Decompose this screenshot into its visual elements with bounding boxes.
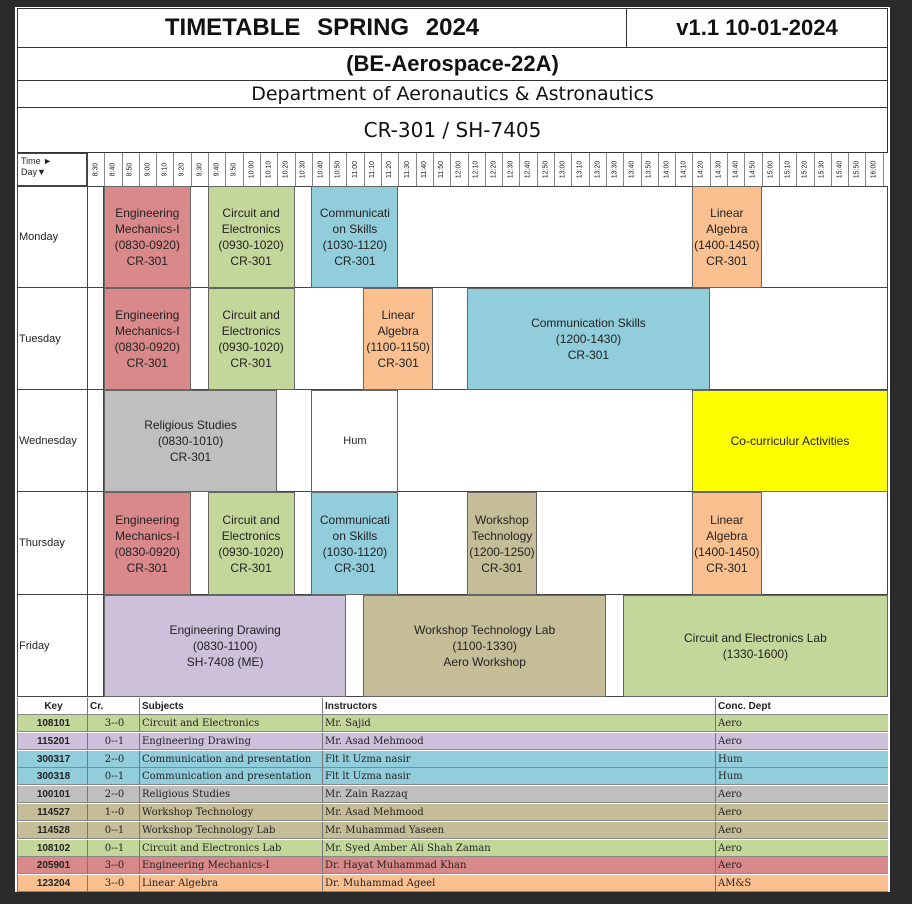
time-slot-label bbox=[468, 153, 486, 186]
time-slot-text: 11:50 bbox=[438, 161, 446, 178]
time-slot-label bbox=[831, 153, 849, 186]
key-cell-subject: Linear Algebra bbox=[139, 875, 322, 892]
key-cell-instructor: Mr. Zain Razzaq bbox=[322, 786, 715, 803]
time-slot-text: 14:20 bbox=[697, 160, 705, 179]
time-slot-label bbox=[87, 153, 105, 186]
key-cell-dept: Aero bbox=[715, 840, 888, 857]
key-cell-dept: Aero bbox=[715, 733, 888, 750]
time-slot-label bbox=[658, 153, 676, 186]
class-block[interactable]: Engineering Mechanics-I (0830-0920) CR-301 bbox=[104, 492, 191, 595]
time-slot-text: 13:30 bbox=[611, 160, 619, 179]
time-slot-text: 12:20 bbox=[490, 160, 498, 179]
time-slot-text: 12:30 bbox=[507, 160, 515, 179]
time-slot-label bbox=[727, 153, 745, 186]
key-header-cr: Cr. bbox=[87, 698, 139, 715]
key-table-row bbox=[17, 751, 888, 768]
class-block[interactable]: Workshop Technology Lab (1100-1330) Aero Workshop bbox=[363, 595, 606, 697]
key-table-row bbox=[17, 857, 888, 874]
time-slot-text: 13:20 bbox=[593, 160, 601, 179]
class-block[interactable]: Engineering Mechanics-I (0830-0920) CR-301 bbox=[104, 288, 191, 390]
time-slot-text: 12:50 bbox=[541, 160, 549, 179]
key-cell-dept: Aero bbox=[715, 822, 888, 839]
time-slot-text: 9:10 bbox=[161, 162, 169, 177]
time-slot-text: 11:40 bbox=[420, 161, 428, 178]
key-cell-instructor: Mr. Muhammad Yaseen bbox=[322, 822, 715, 839]
time-slot-label bbox=[710, 153, 728, 186]
time-slot-text: 12:00 bbox=[455, 160, 463, 179]
time-slot-text: 13:10 bbox=[576, 160, 584, 179]
day-label-thursday: Thursday bbox=[17, 492, 87, 595]
time-slot-text: 13:40 bbox=[628, 160, 636, 179]
time-slot-label bbox=[866, 153, 884, 186]
time-slot-label bbox=[174, 153, 192, 186]
key-cell-subject: Communication and presentation bbox=[139, 751, 322, 768]
time-slot-label bbox=[191, 153, 209, 186]
time-slot-text: 16:00 bbox=[870, 160, 878, 179]
day-label-tuesday: Tuesday bbox=[17, 288, 87, 390]
key-cell-key: 108101 bbox=[17, 715, 87, 732]
version-label: v1.1 10-01-2024 bbox=[626, 8, 888, 48]
key-cell-key: 100101 bbox=[17, 786, 87, 803]
key-cell-key: 114528 bbox=[17, 822, 87, 839]
time-slot-label bbox=[139, 153, 157, 186]
time-slot-label bbox=[364, 153, 382, 186]
department-name: Department of Aeronautics & Astronautics bbox=[17, 80, 888, 108]
time-slot-text: 15:50 bbox=[853, 160, 861, 179]
time-slot-label bbox=[260, 153, 278, 186]
key-cell-instructor: Mr. Asad Mehmood bbox=[322, 733, 715, 750]
time-slot-text: 8:50 bbox=[126, 162, 134, 177]
time-slot-text: 14:00 bbox=[663, 160, 671, 179]
key-cell-dept: Aero bbox=[715, 804, 888, 821]
key-cell-dept: Aero bbox=[715, 786, 888, 803]
time-slot-text: 9:00 bbox=[144, 162, 152, 177]
key-cell-cr: 0--1 bbox=[87, 840, 139, 857]
class-block[interactable]: Religious Studies (0830-1010) CR-301 bbox=[104, 390, 278, 492]
time-slot-text: 13:00 bbox=[559, 160, 567, 179]
key-cell-subject: Engineering Mechanics-I bbox=[139, 857, 322, 874]
time-slot-label bbox=[277, 153, 295, 186]
page-title: TIMETABLE SPRING 2024 bbox=[17, 8, 627, 48]
class-block[interactable]: Communication Skills (1200-1430) CR-301 bbox=[467, 288, 710, 390]
class-block[interactable]: Workshop Technology (1200-1250) CR-301 bbox=[467, 492, 537, 595]
key-cell-cr: 0--1 bbox=[87, 768, 139, 785]
class-block[interactable]: Circuit and Electronics (0930-1020) CR-301 bbox=[208, 186, 295, 288]
time-slot-text: 14:50 bbox=[749, 160, 757, 179]
time-slot-label bbox=[295, 153, 313, 186]
time-slot-label bbox=[485, 153, 503, 186]
time-slot-label bbox=[571, 153, 589, 186]
time-slot-label bbox=[450, 153, 468, 186]
time-slot-label bbox=[208, 153, 226, 186]
time-slot-text: 10:30 bbox=[299, 160, 307, 179]
time-slot-text: 9:30 bbox=[195, 162, 203, 177]
key-cell-instructor: Dr. Muhammad Ageel bbox=[322, 875, 715, 892]
key-header-dept: Conc. Dept bbox=[715, 698, 888, 715]
time-slot-label bbox=[329, 153, 347, 186]
time-slot-label bbox=[796, 153, 814, 186]
time-slot-text: 10:00 bbox=[247, 160, 255, 179]
class-block[interactable]: Communicati on Skills (1030-1120) CR-301 bbox=[311, 492, 398, 595]
key-cell-key: 300318 bbox=[17, 768, 87, 785]
key-cell-cr: 1--0 bbox=[87, 804, 139, 821]
day-label-wednesday: Wednesday bbox=[17, 390, 87, 492]
time-slot-text: 8:40 bbox=[109, 162, 117, 177]
key-table-row bbox=[17, 733, 888, 750]
time-slot-text: 11:00 bbox=[351, 161, 359, 178]
time-slot-label bbox=[693, 153, 711, 186]
time-slot-label bbox=[554, 153, 572, 186]
time-slot-text: 10:20 bbox=[282, 160, 290, 179]
key-cell-key: 300317 bbox=[17, 751, 87, 768]
time-slot-text: 14:30 bbox=[714, 160, 722, 179]
time-slot-text: 13:50 bbox=[645, 160, 653, 179]
key-cell-key: 123204 bbox=[17, 875, 87, 892]
key-cell-instructor: Mr. Syed Amber Ali Shah Zaman bbox=[322, 840, 715, 857]
day-column-border bbox=[87, 153, 88, 697]
room-label: CR-301 / SH-7405 bbox=[17, 107, 888, 153]
key-cell-instructor: Flt lt Uzma nasir bbox=[322, 751, 715, 768]
class-block[interactable]: Engineering Drawing (0830-1100) SH-7408 (ME) bbox=[104, 595, 347, 697]
key-header-key: Key bbox=[17, 698, 87, 715]
key-cell-key: 205901 bbox=[17, 857, 87, 874]
key-cell-cr: 2--0 bbox=[87, 751, 139, 768]
class-block[interactable]: Circuit and Electronics Lab (1330-1600) bbox=[623, 595, 888, 697]
time-slot-text: 8:30 bbox=[92, 162, 100, 177]
time-slot-text: 10:40 bbox=[317, 160, 325, 179]
key-cell-cr: 0--1 bbox=[87, 822, 139, 839]
time-slot-text: 9:40 bbox=[213, 162, 221, 177]
class-block[interactable]: Communicati on Skills (1030-1120) CR-301 bbox=[311, 186, 398, 288]
time-slot-label bbox=[744, 153, 762, 186]
time-slot-text: 15:20 bbox=[801, 160, 809, 179]
time-slot-text: 10:10 bbox=[265, 160, 273, 179]
class-block[interactable]: Circuit and Electronics (0930-1020) CR-301 bbox=[208, 492, 295, 595]
day-label-friday: Friday bbox=[17, 595, 87, 697]
time-slot-text: 14:40 bbox=[732, 160, 740, 179]
key-cell-dept: Aero bbox=[715, 857, 888, 874]
class-block[interactable]: Linear Algebra (1400-1450) CR-301 bbox=[692, 186, 762, 288]
key-cell-key: 115201 bbox=[17, 733, 87, 750]
key-cell-subject: Workshop Technology Lab bbox=[139, 822, 322, 839]
time-slot-label bbox=[398, 153, 416, 186]
key-cell-dept: Hum bbox=[715, 751, 888, 768]
class-block[interactable]: Linear Algebra (1400-1450) CR-301 bbox=[692, 492, 762, 595]
time-slot-label bbox=[502, 153, 520, 186]
key-cell-subject: Communication and presentation bbox=[139, 768, 322, 785]
time-slot-label bbox=[156, 153, 174, 186]
key-cell-instructor: Mr. Sajid bbox=[322, 715, 715, 732]
time-slot-text: 15:00 bbox=[766, 160, 774, 179]
key-table-row bbox=[17, 875, 888, 892]
key-header-instructors: Instructors bbox=[322, 698, 715, 715]
key-header-subjects: Subjects bbox=[139, 698, 322, 715]
key-table-row bbox=[17, 768, 888, 785]
time-slot-text: 9:50 bbox=[230, 162, 238, 177]
class-name: (BE-Aerospace-22A) bbox=[17, 47, 888, 81]
time-slot-label bbox=[606, 153, 624, 186]
day-label-monday: Monday bbox=[17, 186, 87, 288]
class-block[interactable]: Linear Algebra (1100-1150) CR-301 bbox=[363, 288, 433, 390]
time-slot-text: 12:40 bbox=[524, 160, 532, 179]
class-block[interactable]: Engineering Mechanics-I (0830-0920) CR-301 bbox=[104, 186, 191, 288]
class-block[interactable]: Hum bbox=[311, 390, 398, 492]
key-cell-cr: 3--0 bbox=[87, 857, 139, 874]
time-slot-text: 9:20 bbox=[178, 162, 186, 177]
class-block[interactable]: Co-curriculur Activities bbox=[692, 390, 888, 492]
time-slot-text: 10:50 bbox=[334, 160, 342, 179]
key-table-row bbox=[17, 840, 888, 857]
time-slot-label bbox=[641, 153, 659, 186]
time-slot-text: 14:10 bbox=[680, 160, 688, 179]
time-slot-label bbox=[537, 153, 555, 186]
key-table-header bbox=[17, 698, 888, 715]
key-cell-dept: AM&S bbox=[715, 875, 888, 892]
key-cell-key: 114527 bbox=[17, 804, 87, 821]
key-table-row bbox=[17, 804, 888, 821]
time-slot-label bbox=[814, 153, 832, 186]
time-slot-label bbox=[381, 153, 399, 186]
day-axis-label: Day▼ bbox=[21, 167, 46, 177]
time-slot-label bbox=[243, 153, 261, 186]
time-slot-label bbox=[623, 153, 641, 186]
key-cell-dept: Hum bbox=[715, 768, 888, 785]
time-slot-label bbox=[416, 153, 434, 186]
key-cell-subject: Engineering Drawing bbox=[139, 733, 322, 750]
axis-corner bbox=[17, 153, 87, 186]
time-slot-text: 11:20 bbox=[386, 161, 394, 178]
time-slot-label bbox=[104, 153, 122, 186]
time-slot-label bbox=[762, 153, 780, 186]
time-axis-label: Time ► bbox=[21, 156, 53, 166]
time-slot-label bbox=[675, 153, 693, 186]
key-cell-cr: 2--0 bbox=[87, 786, 139, 803]
key-cell-subject: Workshop Technology bbox=[139, 804, 322, 821]
time-slot-label bbox=[848, 153, 866, 186]
key-cell-key: 108102 bbox=[17, 840, 87, 857]
time-slot-text: 11:30 bbox=[403, 161, 411, 178]
key-cell-cr: 3--0 bbox=[87, 875, 139, 892]
time-slot-label bbox=[122, 153, 140, 186]
time-slot-text: 15:30 bbox=[818, 160, 826, 179]
time-slot-label bbox=[312, 153, 330, 186]
time-slot-label bbox=[520, 153, 538, 186]
time-slot-text: 11:10 bbox=[368, 161, 376, 178]
time-slot-text: 12:10 bbox=[472, 160, 480, 179]
class-block[interactable]: Circuit and Electronics (0930-1020) CR-301 bbox=[208, 288, 295, 390]
time-slot-label bbox=[225, 153, 243, 186]
time-slot-label bbox=[779, 153, 797, 186]
key-cell-instructor: Flt lt Uzma nasir bbox=[322, 768, 715, 785]
key-table-row bbox=[17, 715, 888, 732]
time-slot-text: 15:40 bbox=[836, 160, 844, 179]
key-cell-cr: 0--1 bbox=[87, 733, 139, 750]
key-table-row bbox=[17, 786, 888, 803]
key-cell-subject: Religious Studies bbox=[139, 786, 322, 803]
key-cell-cr: 3--0 bbox=[87, 715, 139, 732]
key-cell-subject: Circuit and Electronics Lab bbox=[139, 840, 322, 857]
key-cell-instructor: Mr. Asad Mehmood bbox=[322, 804, 715, 821]
key-cell-subject: Circuit and Electronics bbox=[139, 715, 322, 732]
time-slot-label bbox=[347, 153, 365, 186]
time-slot-label bbox=[433, 153, 451, 186]
key-cell-instructor: Dr. Hayat Muhammad Khan bbox=[322, 857, 715, 874]
key-cell-dept: Aero bbox=[715, 715, 888, 732]
time-slot-label bbox=[589, 153, 607, 186]
time-slot-text: 15:10 bbox=[784, 160, 792, 179]
key-table-row bbox=[17, 822, 888, 839]
